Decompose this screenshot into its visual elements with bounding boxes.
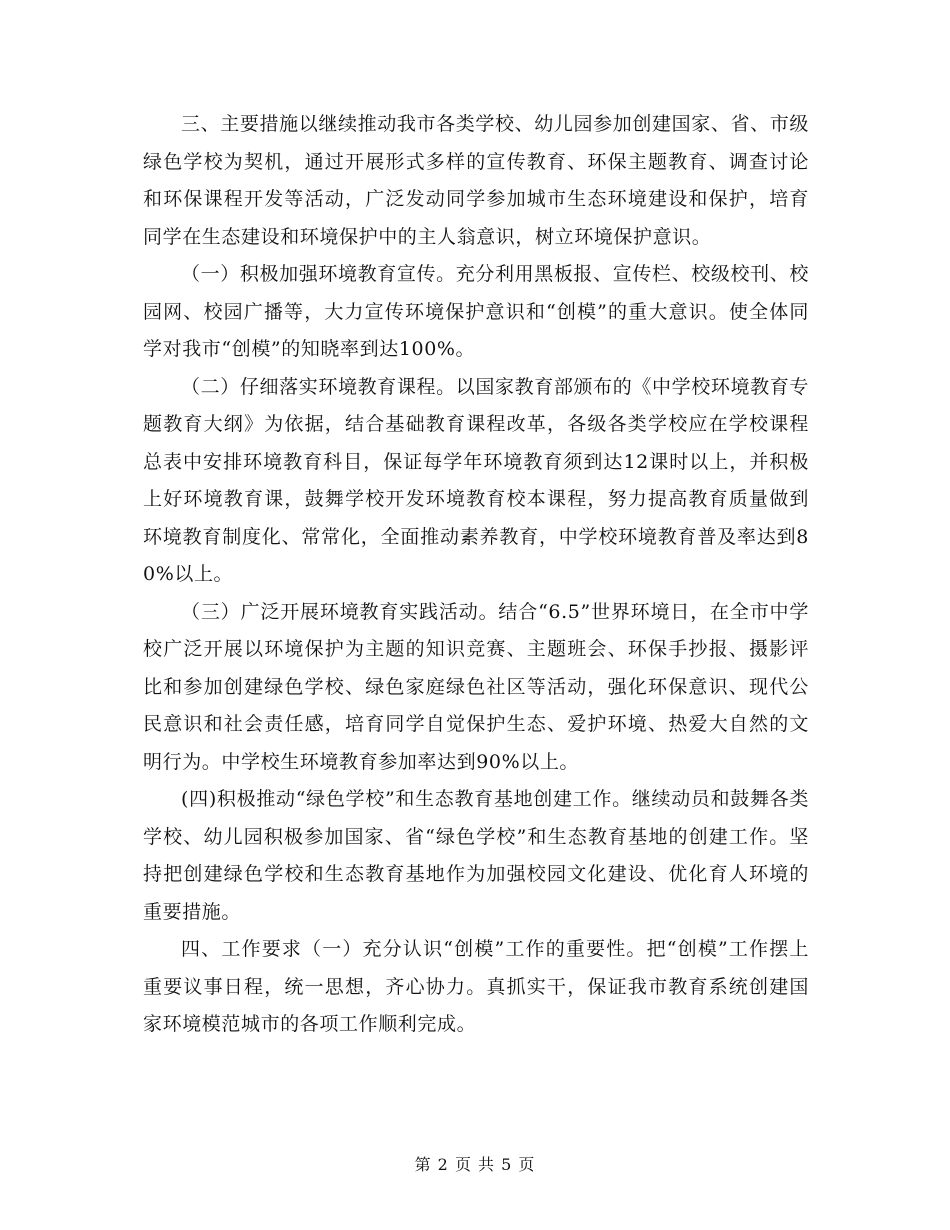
paragraph-publicity: （一）积极加强环境教育宣传。充分利用黑板报、宣传栏、校级校刊、校园网、校园广播等，大力宣传环境保护意识和“创模”的重大意识。使全体同学对我市“创模”的知晓率到达100%。: [143, 263, 809, 360]
paragraph-work-requirements: 四、工作要求（一）充分认识“创模”工作的重要性。把“创模”工作摆上重要议事日程，统一思想，齐心协力。真抓实干，保证我市教育系统创建国家环境模范城市的各项工作顺利完成。: [143, 938, 809, 1035]
paragraph-green-school: (四)积极推动“绿色学校”和生态教育基地创建工作。继续动员和鼓舞各类学校、幼儿园积极参加国家、省“绿色学校”和生态教育基地的创建工作。坚持把创建绿色学校和生态教育基地作为加强校园文化建设、优化育人环境的重要措施。: [143, 788, 809, 923]
document-body: [143, 106, 809, 1044]
paragraph-practice-activities: （三）广泛开展环境教育实践活动。结合“6.5”世界环境日，在全市中学校广泛开展以环境保护为主题的知识竞赛、主题班会、环保手抄报、摄影评比和参加创建绿色学校、绿色家庭绿色社区等活动，强化环保意识、现代公民意识和社会责任感，培育同学自觉保护生态、爱护环境、热爱大自然的文明行为。中学校生环境教育参加率达到90%以上。: [143, 600, 809, 773]
paragraph-curriculum: （二）仔细落实环境教育课程。以国家教育部颁布的《中学校环境教育专题教育大纲》为依据，结合基础教育课程改革，各级各类学校应在学校课程总表中安排环境教育科目，保证每学年环境教育须到达12课时以上，并积极上好环境教育课，鼓舞学校开发环境教育校本课程，努力提高教育质量做到环境教育制度化、常常化，全面推动素养教育，中学校环境教育普及率达到80%以上。: [143, 375, 809, 585]
page-number-footer: 第 2 页 共 5 页: [414, 1155, 536, 1174]
paragraph-main-measures: 三、主要措施以继续推动我市各类学校、幼儿园参加创建国家、省、市级绿色学校为契机，通过开展形式多样的宣传教育、环保主题教育、调查讨论和环保课程开发等活动，广泛发动同学参加城市生态环境建设和保护，培育同学在生态建设和环境保护中的主人翁意识，树立环境保护意识。: [143, 113, 809, 248]
